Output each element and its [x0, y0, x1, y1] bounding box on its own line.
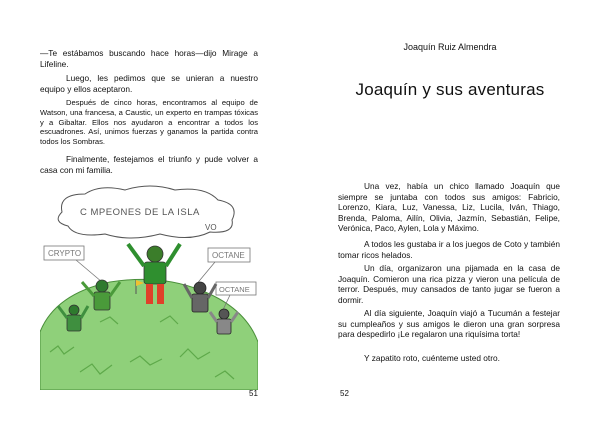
banner-text: C MPEONES DE LA ISLA — [80, 207, 200, 218]
right-paragraph-1: Una vez, había un chico llamado Joaquín que siempre se juntaba con todos sus amigos: Fabricio, Lorenzo, Kiara, Luz, Vanessa, Liz, Lucila, Iván, Thiago, Brenda, Paloma, Ailín, Olivia, Jazmín, Sebastián, Felipe, Verónica, Paco, Aylen, Lola y Máximo. — [338, 181, 560, 234]
author-name: Joaquín Ruiz Almendra — [403, 42, 497, 52]
right-paragraph-5: Y zapatito roto, cuénteme usted otro. — [364, 353, 500, 363]
page-number-right: 52 — [340, 389, 349, 398]
left-paragraph-4: Finalmente, festejamos el triunfo y pude volver a casa con mi familia. — [40, 154, 258, 175]
right-paragraph-4: Al día siguiente, Joaquín viajó a Tucumán a festejar su cumpleaños y sus amigos le dieron una gran sorpresa para despedirlo ¡Le regalaron una riquísima torta! — [338, 308, 560, 340]
page-number-left: 51 — [249, 389, 258, 398]
left-paragraph-2: Luego, les pedimos que se unieran a nuestro equipo y ellos aceptaron. — [40, 73, 258, 94]
childrens-drawing — [40, 182, 258, 390]
right-paragraph-2: A todos les gustaba ir a los juegos de Coto y también tomar ricos helados. — [338, 239, 560, 260]
left-paragraph-3: Después de cinco horas, encontramos al equipo de Watson, una francesa, a Caustic, un experto en trampas tóxicas y a Gibaltar. Ellos nos ayudaron a encontrar a todos los escuadrones. Así, unimos fuerzas y ganamos la partida contra todos los Sombras. — [40, 98, 258, 147]
drawing-label-octane-2: OCTANE — [219, 285, 250, 294]
story-title: Joaquín y sus aventuras — [355, 80, 545, 99]
drawing-label-crypto: CRYPTO — [48, 249, 82, 258]
banner-sub-text: VO — [205, 223, 217, 232]
right-page — [300, 0, 600, 425]
left-paragraph-1: —Te estábamos buscando hace horas—dijo Mirage a Lifeline. — [40, 48, 258, 69]
drawing-label-octane-1: OCTANE — [212, 251, 245, 260]
right-paragraph-3: Un día, organizaron una pijamada en la casa de Joaquín. Comieron una rica pizza y vieron una película de terror. Después, muy cansados de tanto jugar se fueron a dormir. — [338, 263, 560, 305]
